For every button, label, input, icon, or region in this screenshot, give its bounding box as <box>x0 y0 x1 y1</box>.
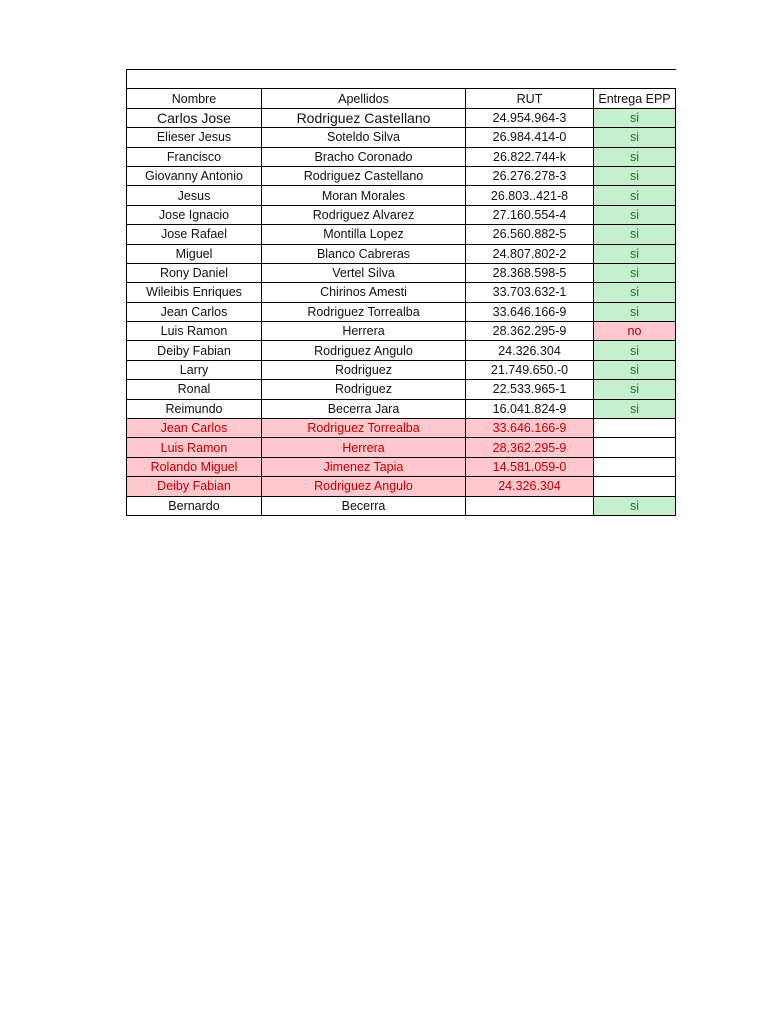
table-row <box>127 108 676 127</box>
cell-epp[interactable] <box>594 477 676 496</box>
table-row <box>127 399 676 418</box>
cell-apellidos[interactable]: Herrera <box>262 322 466 341</box>
cell-rut[interactable]: 26.803..421-8 <box>466 186 594 205</box>
table-row <box>127 457 676 476</box>
cell-nombre[interactable]: Giovanny Antonio <box>127 166 262 185</box>
cell-nombre[interactable]: Elieser Jesus <box>127 128 262 147</box>
table-row <box>127 302 676 321</box>
cell-rut[interactable]: 33.703.632-1 <box>466 283 594 302</box>
cell-nombre[interactable]: Bernardo <box>127 496 262 515</box>
cell-epp[interactable]: si <box>594 147 676 166</box>
cell-rut[interactable]: 16.041.824-9 <box>466 399 594 418</box>
cell-rut[interactable]: 26.984.414-0 <box>466 128 594 147</box>
cell-epp[interactable]: si <box>594 380 676 399</box>
cell-rut[interactable]: 33.646.166-9 <box>466 419 594 438</box>
cell-nombre[interactable]: Jean Carlos <box>127 419 262 438</box>
cell-nombre[interactable]: Reimundo <box>127 399 262 418</box>
cell-epp[interactable]: si <box>594 302 676 321</box>
table-row <box>127 360 676 379</box>
cell-apellidos[interactable]: Vertel Silva <box>262 263 466 282</box>
cell-rut[interactable]: 28.362.295-9 <box>466 438 594 457</box>
epp-sheet <box>126 69 676 516</box>
table-row <box>127 205 676 224</box>
cell-nombre[interactable]: Jose Rafael <box>127 225 262 244</box>
cell-epp[interactable]: si <box>594 128 676 147</box>
table-row <box>127 283 676 302</box>
cell-apellidos[interactable]: Montilla Lopez <box>262 225 466 244</box>
cell-nombre[interactable]: Miguel <box>127 244 262 263</box>
table-row <box>127 263 676 282</box>
table-row <box>127 322 676 341</box>
table-row <box>127 147 676 166</box>
header-row <box>127 89 676 108</box>
cell-nombre[interactable]: Rony Daniel <box>127 263 262 282</box>
table-row <box>127 477 676 496</box>
cell-epp[interactable] <box>594 457 676 476</box>
cell-apellidos[interactable]: Rodriguez Angulo <box>262 341 466 360</box>
cell-epp[interactable]: si <box>594 225 676 244</box>
cell-rut[interactable]: 26.822.744-k <box>466 147 594 166</box>
cell-epp[interactable] <box>594 438 676 457</box>
table-row <box>127 438 676 457</box>
cell-apellidos[interactable]: Rodriguez Torrealba <box>262 302 466 321</box>
cell-epp[interactable]: si <box>594 341 676 360</box>
cell-rut[interactable]: 24.326.304 <box>466 341 594 360</box>
cell-apellidos[interactable]: Soteldo Silva <box>262 128 466 147</box>
header-nombre: Nombre <box>127 89 262 108</box>
cell-rut[interactable]: 24.326.304 <box>466 477 594 496</box>
cell-nombre[interactable]: Jesus <box>127 186 262 205</box>
cell-epp[interactable]: si <box>594 283 676 302</box>
cell-epp[interactable] <box>594 419 676 438</box>
cell-nombre[interactable]: Deiby Fabian <box>127 477 262 496</box>
cell-nombre[interactable]: Francisco <box>127 147 262 166</box>
cell-epp[interactable]: si <box>594 186 676 205</box>
blank-cell <box>127 70 676 89</box>
table-body <box>127 108 676 515</box>
cell-nombre[interactable]: Luis Ramon <box>127 438 262 457</box>
cell-apellidos[interactable]: Becerra <box>262 496 466 515</box>
cell-apellidos[interactable]: Rodriguez Angulo <box>262 477 466 496</box>
cell-apellidos[interactable]: Rodriguez <box>262 380 466 399</box>
cell-rut[interactable]: 28.362.295-9 <box>466 322 594 341</box>
cell-rut[interactable]: 26.560.882-5 <box>466 225 594 244</box>
blank-row <box>127 70 676 89</box>
header-rut: RUT <box>466 89 594 108</box>
epp-table <box>126 69 676 516</box>
cell-apellidos[interactable]: Bracho Coronado <box>262 147 466 166</box>
cell-apellidos[interactable]: Rodriguez Castellano <box>262 166 466 185</box>
cell-epp[interactable]: si <box>594 108 676 127</box>
cell-epp[interactable]: si <box>594 399 676 418</box>
table-row <box>127 380 676 399</box>
header-apellidos: Apellidos <box>262 89 466 108</box>
cell-apellidos[interactable]: Rodriguez Alvarez <box>262 205 466 224</box>
header-epp: Entrega EPP <box>594 89 676 108</box>
cell-epp[interactable]: si <box>594 496 676 515</box>
cell-rut[interactable] <box>466 496 594 515</box>
cell-epp[interactable]: si <box>594 244 676 263</box>
cell-apellidos[interactable]: Rodriguez <box>262 360 466 379</box>
table-row <box>127 496 676 515</box>
table-row <box>127 419 676 438</box>
cell-nombre[interactable]: Jean Carlos <box>127 302 262 321</box>
cell-nombre[interactable]: Jose Ignacio <box>127 205 262 224</box>
cell-rut[interactable]: 21.749.650.-0 <box>466 360 594 379</box>
table-row <box>127 225 676 244</box>
cell-rut[interactable]: 26.276.278-3 <box>466 166 594 185</box>
cell-apellidos[interactable]: Jimenez Tapia <box>262 457 466 476</box>
table-row <box>127 244 676 263</box>
cell-rut[interactable]: 14.581.059-0 <box>466 457 594 476</box>
cell-apellidos[interactable]: Rodriguez Torrealba <box>262 419 466 438</box>
cell-rut[interactable]: 28.368.598-5 <box>466 263 594 282</box>
table-row <box>127 166 676 185</box>
table-row <box>127 128 676 147</box>
cell-nombre[interactable]: Ronal <box>127 380 262 399</box>
cell-nombre[interactable]: Larry <box>127 360 262 379</box>
cell-rut[interactable]: 22.533.965-1 <box>466 380 594 399</box>
table-row <box>127 186 676 205</box>
cell-nombre[interactable]: Rolando Miguel <box>127 457 262 476</box>
cell-epp[interactable]: si <box>594 166 676 185</box>
cell-apellidos[interactable]: Chirinos Amesti <box>262 283 466 302</box>
cell-nombre[interactable]: Carlos Jose <box>127 108 262 127</box>
cell-apellidos[interactable]: Rodriguez Castellano <box>262 108 466 127</box>
cell-nombre[interactable]: Wileibis Enriques <box>127 283 262 302</box>
cell-epp[interactable]: no <box>594 322 676 341</box>
cell-rut[interactable]: 33.646.166-9 <box>466 302 594 321</box>
cell-apellidos[interactable]: Blanco Cabreras <box>262 244 466 263</box>
cell-epp[interactable]: si <box>594 205 676 224</box>
cell-apellidos[interactable]: Becerra Jara <box>262 399 466 418</box>
cell-nombre[interactable]: Luis Ramon <box>127 322 262 341</box>
cell-epp[interactable]: si <box>594 360 676 379</box>
cell-rut[interactable]: 27.160.554-4 <box>466 205 594 224</box>
cell-epp[interactable]: si <box>594 263 676 282</box>
cell-apellidos[interactable]: Herrera <box>262 438 466 457</box>
cell-rut[interactable]: 24.807.802-2 <box>466 244 594 263</box>
cell-apellidos[interactable]: Moran Morales <box>262 186 466 205</box>
table-row <box>127 341 676 360</box>
cell-rut[interactable]: 24.954.964-3 <box>466 108 594 127</box>
cell-nombre[interactable]: Deiby Fabian <box>127 341 262 360</box>
